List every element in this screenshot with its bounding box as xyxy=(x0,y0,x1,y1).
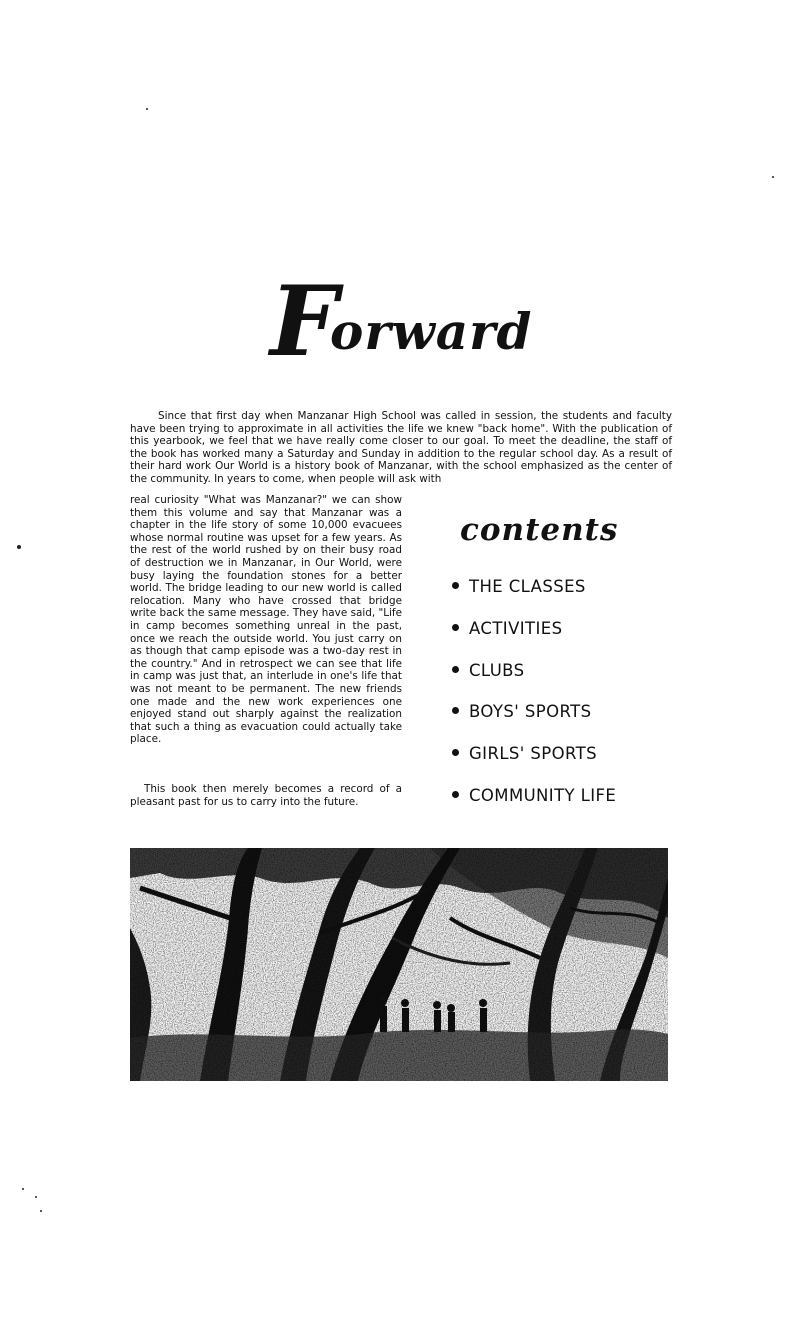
scan-speck xyxy=(17,545,21,549)
scan-speck xyxy=(40,1210,42,1212)
contents-item[interactable] xyxy=(452,576,616,618)
scan-speck xyxy=(772,176,774,178)
contents-item-label: THE CLASSES xyxy=(469,577,586,596)
scan-speck xyxy=(22,1188,24,1190)
intro-paragraph: Since that first day when Manzanar High School was called in session, the students and faculty have been trying to approximate in all activities the life we knew "back home". With the publication of this yearbook, we feel that we have really come closer to our goal. To meet the deadline, the staff of the book has worked many a Saturday and Sunday in addition to the regular school day. As a result of their hard work Our World is a history book of Manzanar, with the school emphasized as the center of the community. In years to come, when people will ask with xyxy=(130,410,672,485)
contents-list xyxy=(452,576,616,827)
title-rest: orward xyxy=(330,302,533,361)
contents-item[interactable] xyxy=(452,618,616,660)
contents-item[interactable] xyxy=(452,660,616,702)
contents-item-label: BOYS' SPORTS xyxy=(469,702,592,722)
contents-item[interactable] xyxy=(452,743,616,785)
contents-item-label: COMMUNITY LIFE xyxy=(469,785,617,805)
bullet-icon xyxy=(452,707,459,714)
bullet-icon xyxy=(452,582,459,589)
bullet-icon xyxy=(452,624,459,631)
bullet-icon xyxy=(452,666,459,673)
trees-photo-icon xyxy=(130,848,668,1081)
title-initial: F xyxy=(270,265,339,378)
scan-speck xyxy=(146,108,148,110)
contents-item-label: GIRLS' SPORTS xyxy=(469,744,597,764)
contents-heading: contents xyxy=(460,512,619,548)
bullet-icon xyxy=(452,791,459,798)
contents-item[interactable] xyxy=(452,701,616,743)
contents-item-label: ACTIVITIES xyxy=(469,618,563,638)
contents-item[interactable] xyxy=(452,785,616,827)
trees-photo xyxy=(130,848,668,1081)
bullet-icon xyxy=(452,749,459,756)
contents-item-label: CLUBS xyxy=(469,660,525,680)
scan-speck xyxy=(35,1196,37,1198)
page-title xyxy=(270,265,540,378)
closing-paragraph: This book then merely becomes a record of a pleasant past for us to carry into the future. xyxy=(130,783,402,808)
body-column-paragraph: real curiosity "What was Manzanar?" we can show them this volume and say that Manzanar was a chapter in the life story of some 10,000 evacuees whose normal routine was upset for a few years. As the rest of the world rushed by on their busy road of destruction we in Manzanar, in Our World, were busy laying the foundation stones for a better world. The bridge leading to our new world is called relocation. Many who have crossed that bridge write back the same message. They have said, "Life in camp becomes something unreal in the past, once we reach the outside world. You just carry on as though that camp episode was a two-day rest in the country." And in retrospect we can see that life in camp was just that, an interlude in one's life that was not meant to be permanent. The new friends one made and the new work experiences one enjoyed stand out sharply against the realization that such a thing as evacuation could actually take place. xyxy=(130,494,402,746)
